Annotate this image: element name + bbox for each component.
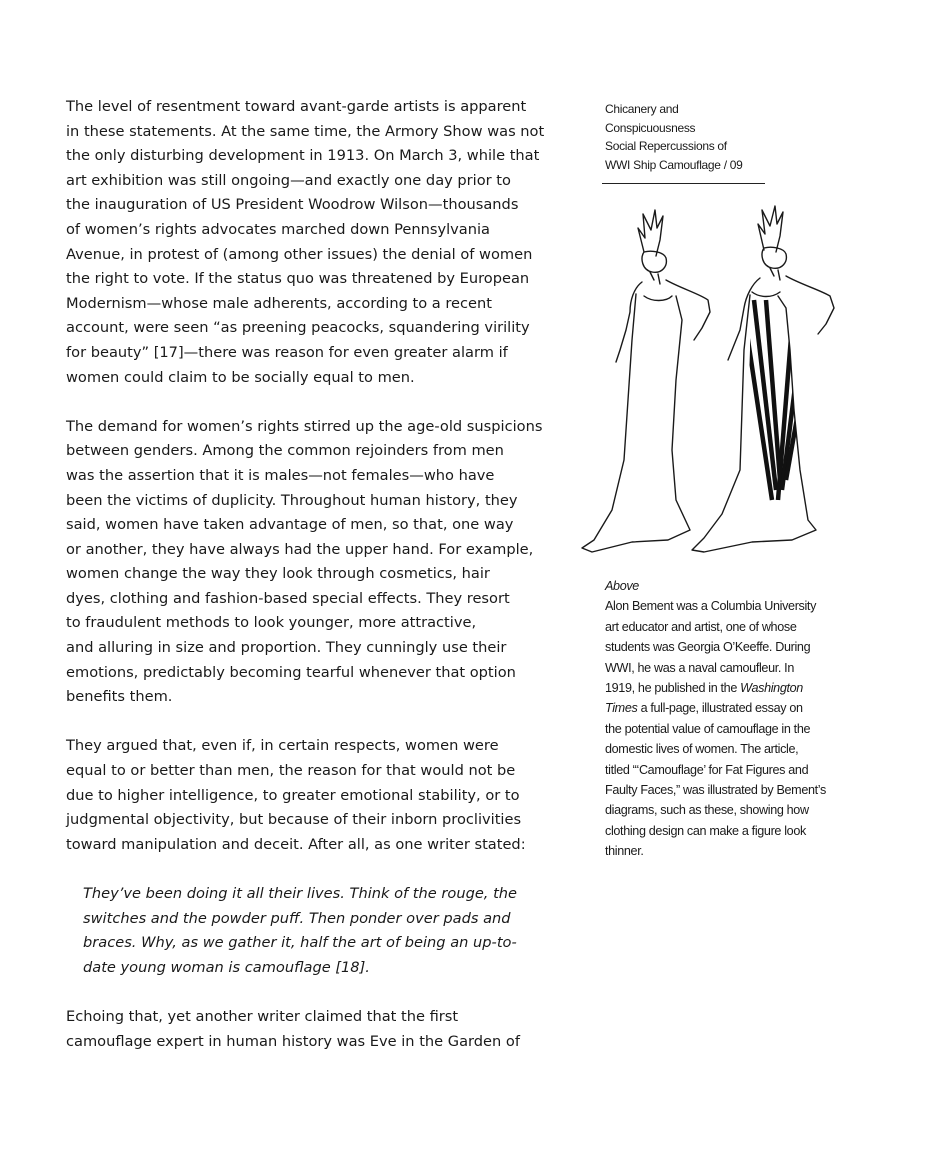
- caption-line: thinner.: [605, 844, 644, 859]
- text-line: The demand for women’s rights stirred up the age-old suspicions: [66, 417, 543, 435]
- caption-text: 1919, he published in the: [605, 681, 741, 696]
- text-line: was the assertion that it is males—not females—who have: [66, 466, 495, 484]
- caption-line: students was Georgia O’Keeffe. During: [605, 640, 811, 655]
- header-title-line: Chicanery and: [605, 102, 679, 116]
- text-line: of women’s rights advocates marched down Pennsylvania: [66, 220, 490, 238]
- fashion-illustration-icon: [572, 200, 852, 565]
- text-line: to fraudulent methods to look younger, more attractive,: [66, 614, 477, 632]
- text-line: dyes, clothing and fashion-based special effects. They resort: [66, 589, 510, 607]
- header-subtitle-line: WWI Ship Camouflage / 09: [605, 157, 743, 172]
- text-line: Modernism—whose male adherents, according to a recent: [66, 294, 492, 312]
- text-line: in these statements. At the same time, the Armory Show was not: [66, 122, 545, 140]
- text-line: women could claim to be socially equal to men.: [66, 368, 415, 386]
- text-line: They argued that, even if, in certain respects, women were: [66, 737, 499, 755]
- fashion-illustration: [572, 200, 852, 565]
- publication-title: Times: [605, 701, 638, 716]
- publication-title: Washington: [740, 681, 803, 696]
- text-line: Avenue, in protest of (among other issues) the denial of women: [66, 245, 533, 263]
- quote-line: date young woman is camouflage [18].: [83, 958, 370, 976]
- block-quote: [83, 882, 556, 980]
- caption-line: [605, 678, 845, 698]
- header-subtitle-line: Social Repercussions of: [605, 139, 727, 153]
- quote-line: They’ve been doing it all their lives. Think of the rouge, the: [83, 885, 518, 902]
- text-line: and alluring in size and proportion. They cunningly use their: [66, 639, 507, 657]
- text-line: the right to vote. If the status quo was threatened by European: [66, 270, 530, 288]
- caption-line: clothing design can make a figure look: [605, 823, 806, 838]
- quote-line: braces. Why, as we gather it, half the art of being an up-to-: [83, 934, 517, 952]
- header-rule: [602, 183, 765, 184]
- paragraph-4: [66, 1005, 556, 1054]
- text-line: benefits them.: [66, 688, 173, 706]
- caption-text: a full-page, illustrated essay on: [637, 701, 803, 716]
- caption-line: art educator and artist, one of whose: [605, 619, 797, 634]
- quote-line: switches and the powder puff. Then ponder over pads and: [83, 909, 511, 927]
- caption-label: Above: [605, 579, 639, 593]
- text-line: the only disturbing development in 1913. On March 3, while that: [66, 147, 540, 165]
- text-line: The level of resentment toward avant-garde artists is apparent: [66, 98, 527, 115]
- text-line: camouflage expert in human history was Eve in the Garden of: [66, 1032, 520, 1050]
- text-line: been the victims of duplicity. Throughout human history, they: [66, 491, 518, 509]
- figure-caption: [605, 576, 845, 862]
- header-title-line: Conspicuousness: [605, 120, 696, 135]
- text-line: said, women have taken advantage of men, so that, one way: [66, 516, 514, 534]
- text-line: judgmental objectivity, but because of their inborn proclivities: [66, 811, 522, 829]
- text-line: Echoing that, yet another writer claimed that the first: [66, 1007, 459, 1025]
- paragraph-3: [66, 734, 556, 857]
- article-body: [66, 95, 556, 1054]
- caption-line: Faulty Faces,” was illustrated by Bement’s: [605, 783, 826, 798]
- paragraph-1: [66, 95, 556, 390]
- text-line: or another, they have always had the upper hand. For example,: [66, 540, 534, 558]
- caption-line: Alon Bement was a Columbia University: [605, 599, 817, 614]
- text-line: art exhibition was still ongoing—and exactly one day prior to: [66, 171, 511, 189]
- text-line: emotions, predictably becoming tearful whenever that option: [66, 663, 516, 681]
- caption-line: WWI, he was a naval camoufleur. In: [605, 660, 794, 675]
- running-header: [605, 100, 865, 174]
- caption-line: titled “‘Camouflage’ for Fat Figures and: [605, 762, 809, 777]
- text-line: account, were seen “as preening peacocks, squandering virility: [66, 319, 530, 337]
- text-line: for beauty” [17]—there was reason for even greater alarm if: [66, 343, 508, 361]
- text-line: equal to or better than men, the reason for that would not be: [66, 762, 516, 780]
- text-line: between genders. Among the common rejoinders from men: [66, 442, 504, 460]
- caption-line: [605, 698, 845, 718]
- paragraph-2: [66, 415, 556, 710]
- text-line: women change the way they look through cosmetics, hair: [66, 565, 490, 583]
- caption-line: the potential value of camouflage in the: [605, 721, 811, 736]
- text-line: the inauguration of US President Woodrow Wilson—thousands: [66, 196, 519, 214]
- caption-line: domestic lives of women. The article,: [605, 742, 799, 757]
- text-line: due to higher intelligence, to greater emotional stability, or to: [66, 786, 520, 804]
- caption-line: diagrams, such as these, showing how: [605, 803, 809, 818]
- text-line: toward manipulation and deceit. After all, as one writer stated:: [66, 835, 526, 853]
